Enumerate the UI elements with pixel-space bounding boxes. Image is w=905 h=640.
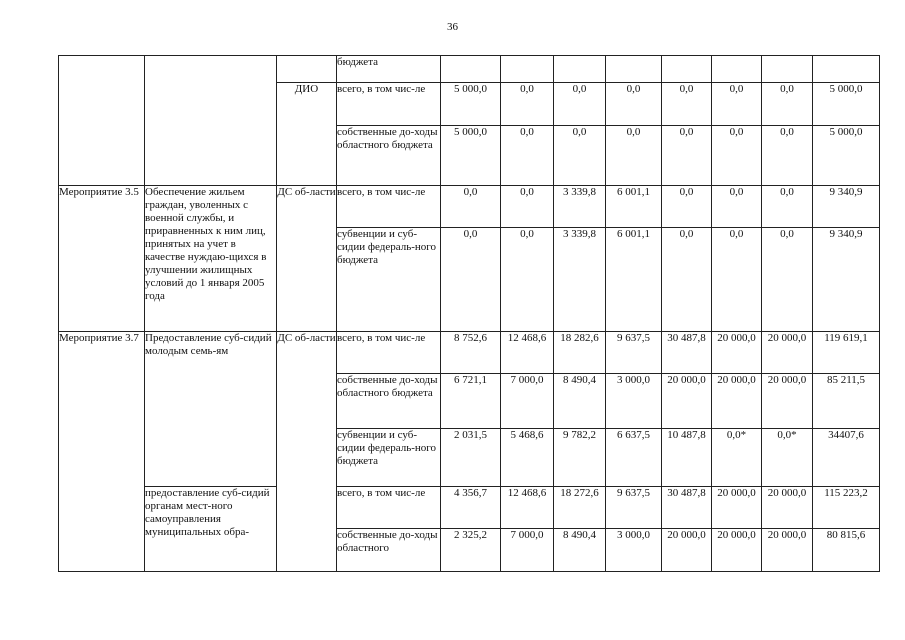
value-cell: 0,0 bbox=[501, 126, 554, 186]
source-cell: собственные до-ходы областного bbox=[337, 529, 441, 572]
value-cell: 0,0 bbox=[501, 186, 554, 228]
value-cell: 0,0 bbox=[662, 186, 712, 228]
value-cell: 0,0 bbox=[712, 228, 762, 332]
name-cell: Обеспечение жильем граждан, уволенных с военной службы, и приравненных к ним лиц, принятых на учет в качестве нуждаю-щихся в улучшении жилищных условий до 1 января 2005 года bbox=[145, 186, 277, 332]
value-cell: 6 637,5 bbox=[606, 429, 662, 487]
value-cell: 5 000,0 bbox=[441, 83, 501, 126]
value-cell: 6 721,1 bbox=[441, 374, 501, 429]
budget-table bbox=[58, 55, 880, 572]
value-cell: 3 000,0 bbox=[606, 529, 662, 572]
value-cell: 2 031,5 bbox=[441, 429, 501, 487]
value-cell: 0,0 bbox=[662, 83, 712, 126]
value-cell: 0,0 bbox=[441, 186, 501, 228]
value-cell: 0,0 bbox=[712, 83, 762, 126]
value-cell: 0,0* bbox=[762, 429, 813, 487]
value-cell: 3 000,0 bbox=[606, 374, 662, 429]
executor-cell: ДС об-ласти bbox=[277, 186, 337, 332]
value-cell: 0,0 bbox=[762, 228, 813, 332]
name-cell bbox=[145, 56, 277, 186]
value-cell: 2 325,2 bbox=[441, 529, 501, 572]
value-cell: 3 339,8 bbox=[554, 186, 606, 228]
value-cell: 5 000,0 bbox=[813, 126, 880, 186]
value-cell: 0,0 bbox=[762, 83, 813, 126]
value-cell bbox=[662, 56, 712, 83]
value-cell: 6 001,1 bbox=[606, 228, 662, 332]
value-cell: 119 619,1 bbox=[813, 332, 880, 374]
event-cell: Мероприятие 3.5 bbox=[59, 186, 145, 332]
value-cell: 5 000,0 bbox=[813, 83, 880, 126]
value-cell: 0,0 bbox=[712, 126, 762, 186]
value-cell: 0,0 bbox=[606, 126, 662, 186]
event-cell bbox=[59, 56, 145, 186]
value-cell: 30 487,8 bbox=[662, 487, 712, 529]
value-cell: 8 490,4 bbox=[554, 529, 606, 572]
value-cell: 20 000,0 bbox=[712, 487, 762, 529]
value-cell: 9 340,9 bbox=[813, 228, 880, 332]
value-cell: 6 001,1 bbox=[606, 186, 662, 228]
name-cell: предоставление суб-сидий органам мест-ного самоуправления муниципальных обра- bbox=[145, 487, 277, 572]
value-cell bbox=[712, 56, 762, 83]
name-cell: Предоставление суб-сидий молодым семь-ям bbox=[145, 332, 277, 487]
value-cell: 0,0 bbox=[501, 228, 554, 332]
value-cell: 0,0 bbox=[606, 83, 662, 126]
value-cell: 20 000,0 bbox=[712, 529, 762, 572]
value-cell: 85 211,5 bbox=[813, 374, 880, 429]
table-row bbox=[59, 186, 880, 228]
event-cell: Мероприятие 3.7 bbox=[59, 332, 145, 572]
value-cell: 34407,6 bbox=[813, 429, 880, 487]
value-cell: 7 000,0 bbox=[501, 529, 554, 572]
value-cell: 20 000,0 bbox=[662, 374, 712, 429]
value-cell bbox=[762, 56, 813, 83]
value-cell: 9 782,2 bbox=[554, 429, 606, 487]
value-cell: 20 000,0 bbox=[712, 374, 762, 429]
value-cell: 0,0 bbox=[441, 228, 501, 332]
value-cell: 4 356,7 bbox=[441, 487, 501, 529]
value-cell: 115 223,2 bbox=[813, 487, 880, 529]
value-cell: 20 000,0 bbox=[762, 332, 813, 374]
executor-cell bbox=[277, 56, 337, 83]
value-cell: 0,0 bbox=[554, 83, 606, 126]
value-cell: 10 487,8 bbox=[662, 429, 712, 487]
value-cell: 12 468,6 bbox=[501, 332, 554, 374]
source-cell: собственные до-ходы областного бюджета bbox=[337, 374, 441, 429]
value-cell bbox=[501, 56, 554, 83]
value-cell: 0,0 bbox=[762, 126, 813, 186]
source-cell: собственные до-ходы областного бюджета bbox=[337, 126, 441, 186]
value-cell: 20 000,0 bbox=[662, 529, 712, 572]
value-cell: 0,0 bbox=[762, 186, 813, 228]
value-cell: 0,0* bbox=[712, 429, 762, 487]
table-row bbox=[59, 332, 880, 374]
value-cell: 30 487,8 bbox=[662, 332, 712, 374]
source-cell: всего, в том чис-ле bbox=[337, 487, 441, 529]
value-cell: 5 468,6 bbox=[501, 429, 554, 487]
source-cell: всего, в том чис-ле bbox=[337, 332, 441, 374]
value-cell: 9 637,5 bbox=[606, 332, 662, 374]
value-cell: 18 282,6 bbox=[554, 332, 606, 374]
value-cell: 0,0 bbox=[712, 186, 762, 228]
source-cell: всего, в том чис-ле bbox=[337, 186, 441, 228]
executor-cell: ДИО bbox=[277, 83, 337, 186]
value-cell: 8 752,6 bbox=[441, 332, 501, 374]
table-row bbox=[59, 56, 880, 83]
value-cell: 20 000,0 bbox=[762, 374, 813, 429]
value-cell: 0,0 bbox=[662, 228, 712, 332]
table-row bbox=[59, 487, 880, 529]
value-cell: 5 000,0 bbox=[441, 126, 501, 186]
value-cell bbox=[554, 56, 606, 83]
value-cell: 20 000,0 bbox=[762, 529, 813, 572]
source-cell: всего, в том чис-ле bbox=[337, 83, 441, 126]
value-cell: 18 272,6 bbox=[554, 487, 606, 529]
source-cell: субвенции и суб-сидии федераль-ного бюджета bbox=[337, 228, 441, 332]
value-cell: 3 339,8 bbox=[554, 228, 606, 332]
value-cell: 9 340,9 bbox=[813, 186, 880, 228]
value-cell: 0,0 bbox=[662, 126, 712, 186]
value-cell: 20 000,0 bbox=[712, 332, 762, 374]
value-cell: 9 637,5 bbox=[606, 487, 662, 529]
source-cell: субвенции и суб-сидии федераль-ного бюджета bbox=[337, 429, 441, 487]
value-cell: 7 000,0 bbox=[501, 374, 554, 429]
value-cell bbox=[441, 56, 501, 83]
value-cell: 80 815,6 bbox=[813, 529, 880, 572]
value-cell: 0,0 bbox=[554, 126, 606, 186]
page-number: 36 bbox=[447, 21, 458, 33]
value-cell bbox=[606, 56, 662, 83]
value-cell: 0,0 bbox=[501, 83, 554, 126]
value-cell: 20 000,0 bbox=[762, 487, 813, 529]
value-cell: 12 468,6 bbox=[501, 487, 554, 529]
source-cell: бюджета bbox=[337, 56, 441, 83]
value-cell bbox=[813, 56, 880, 83]
executor-cell: ДС об-ласти bbox=[277, 332, 337, 572]
value-cell: 8 490,4 bbox=[554, 374, 606, 429]
